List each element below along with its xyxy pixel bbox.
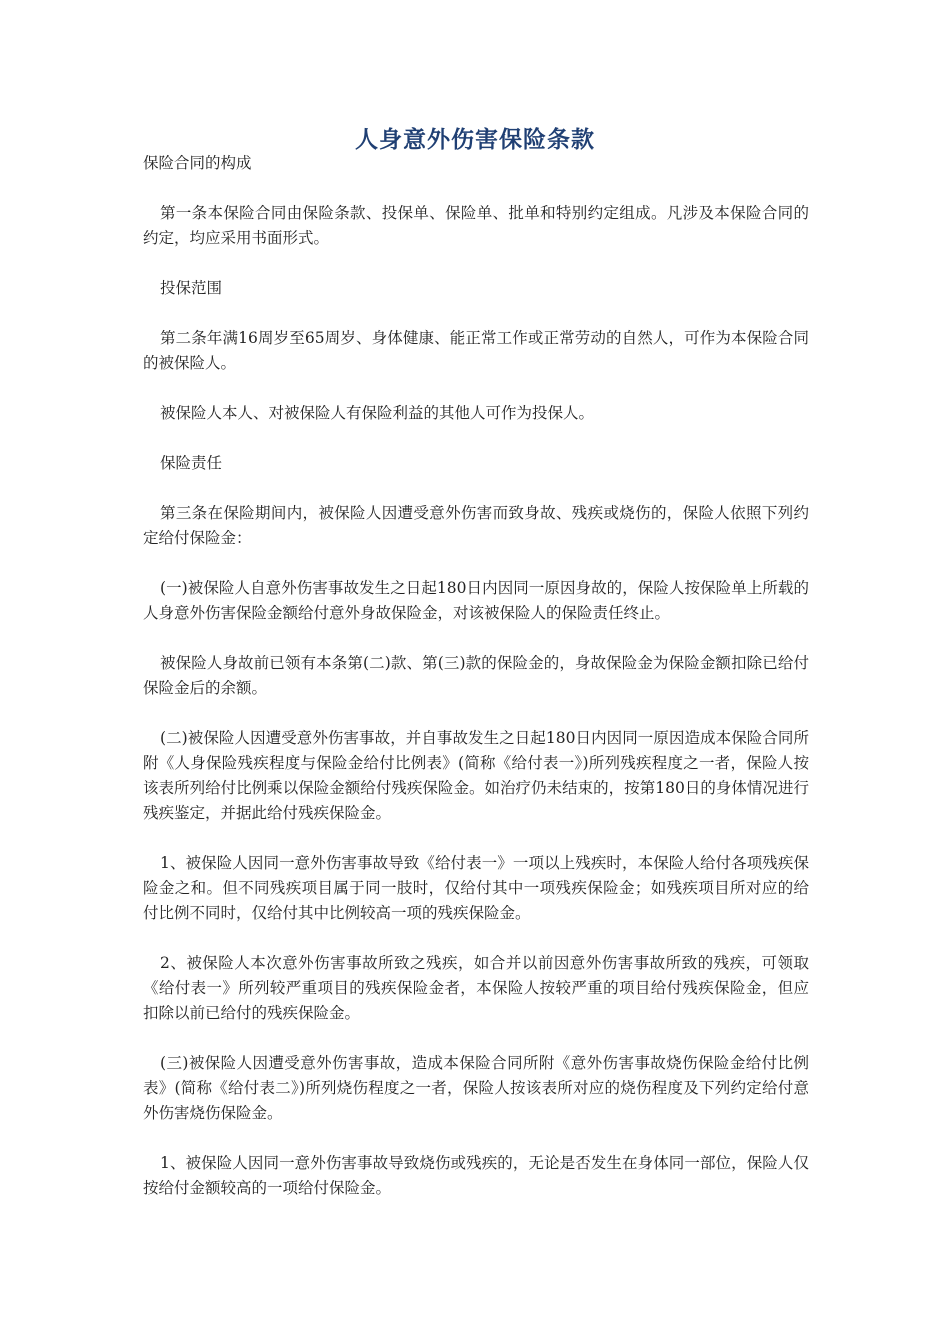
paragraph-article-2: 第二条年满16周岁至65周岁、身体健康、能正常工作或正常劳动的自然人，可作为本保险合同的被保险人。 xyxy=(143,329,809,372)
paragraph-article-3: 第三条在保险期间内，被保险人因遭受意外伤害而致身故、残疾或烧伤的，保险人依照下列约定给付保险金： xyxy=(143,504,809,547)
paragraph-clause-3: (三)被保险人因遭受意外伤害事故，造成本保险合同所附《意外伤害事故烧伤保险金给付比例表》(简称《给付表二》)所列烧伤程度之一者，保险人按该表所对应的烧伤程度及下列约定给付意外伤害烧伤保险金。 xyxy=(143,1054,809,1122)
section-heading-liability: 保险责任 xyxy=(160,454,223,472)
document-title: 人身意外伤害保险条款 xyxy=(355,126,595,153)
paragraph-clause-2-item-1: 1、被保险人因同一意外伤害事故导致《给付表一》一项以上残疾时，本保险人给付各项残疾保险金之和。但不同残疾项目属于同一肢时，仅给付其中一项残疾保险金；如残疾项目所对应的给付比例不同时，仅给付其中比例较高一项的残疾保险金。 xyxy=(143,854,809,922)
paragraph-article-1: 第一条本保险合同由保险条款、投保单、保险单、批单和特别约定组成。凡涉及本保险合同的约定，均应采用书面形式。 xyxy=(143,204,809,247)
paragraph-clause-1: (一)被保险人自意外伤害事故发生之日起180日内因同一原因身故的，保险人按保险单上所载的人身意外伤害保险金额给付意外身故保险金，对该被保险人的保险责任终止。 xyxy=(143,579,809,622)
paragraph-clause-2-item-2: 2、被保险人本次意外伤害事故所致之残疾，如合并以前因意外伤害事故所致的残疾，可领取《给付表一》所列较严重项目的残疾保险金者，本保险人按较严重的项目给付残疾保险金，但应扣除以前已给付的残疾保险金。 xyxy=(143,954,809,1022)
paragraph-death-benefit-note: 被保险人身故前已领有本条第(二)款、第(三)款的保险金的，身故保险金为保险金额扣除已给付保险金后的余额。 xyxy=(143,654,809,697)
document-body xyxy=(143,151,809,1226)
paragraph-policyholder: 被保险人本人、对被保险人有保险利益的其他人可作为投保人。 xyxy=(160,404,595,422)
paragraph-clause-2: (二)被保险人因遭受意外伤害事故，并自事故发生之日起180日内因同一原因造成本保险合同所附《人身保险残疾程度与保险金给付比例表》(简称《给付表一》)所列残疾程度之一者，保险人按该表所列给付比例乘以保险金额给付残疾保险金。如治疗仍未结束的，按第180日的身体情况进行残疾鉴定，并据此给付残疾保险金。 xyxy=(143,729,809,822)
section-heading-scope: 投保范围 xyxy=(160,279,223,297)
section-heading-contract: 保险合同的构成 xyxy=(143,154,252,172)
paragraph-clause-3-item-1: 1、被保险人因同一意外伤害事故导致烧伤或残疾的，无论是否发生在身体同一部位，保险人仅按给付金额较高的一项给付保险金。 xyxy=(143,1154,809,1197)
